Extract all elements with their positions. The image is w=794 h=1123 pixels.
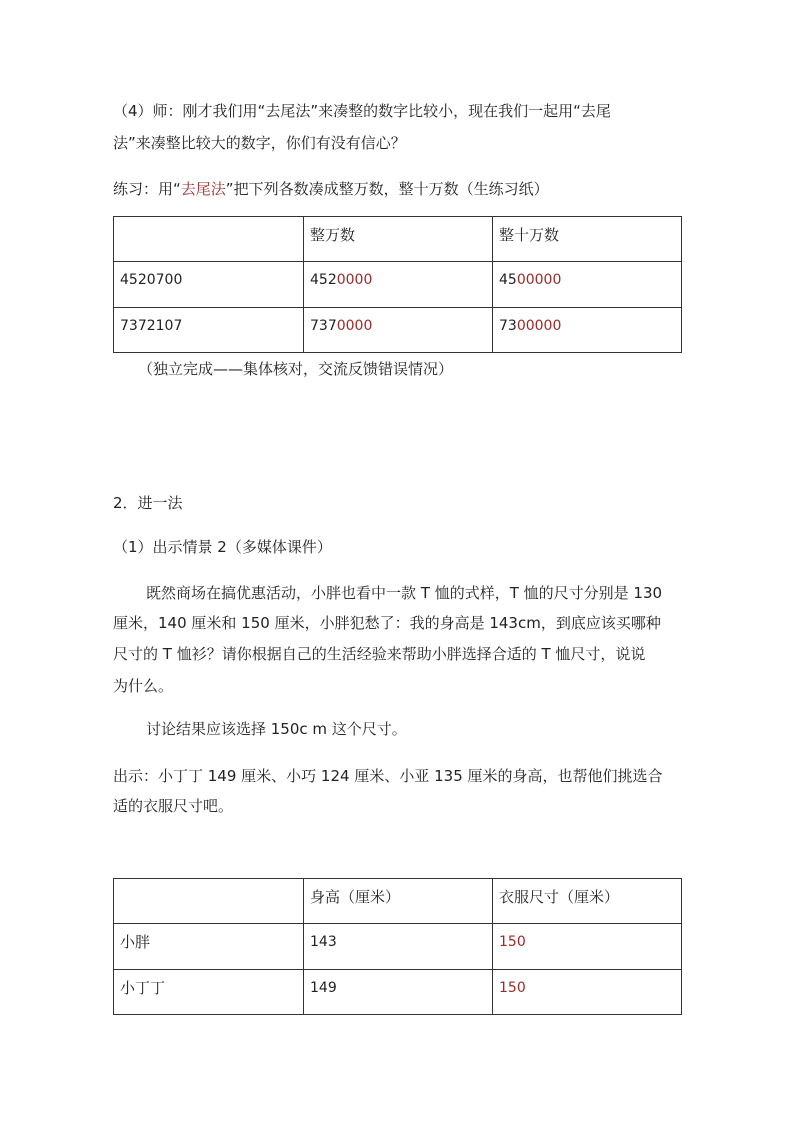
height-cell: 143: [304, 924, 493, 970]
table-row: [114, 262, 682, 308]
wan-kept-digits: 452: [310, 272, 337, 288]
show-line-1: 出示：小丁丁 149 厘米、小巧 124 厘米、小亚 135 厘米的身高，也帮他们挑选合: [113, 767, 663, 785]
shiwan-zero-digits: 00000: [516, 318, 562, 334]
section-2-subtitle: （1）出示情景 2（多媒体课件）: [113, 538, 332, 556]
number-cell: 4520700: [114, 262, 304, 308]
paragraph-line-1: 既然商场在搞优惠活动，小胖也看中一款 T 恤的式样，T 恤的尺寸分别是 130: [146, 584, 663, 602]
exercise-method-highlight: 去尾法: [180, 180, 226, 198]
height-cell: 149: [304, 970, 493, 1015]
table-header-cell: 整万数: [304, 217, 493, 262]
table-header-cell: [114, 879, 304, 924]
table-header-cell: 身高（厘米）: [304, 879, 493, 924]
paragraph-line-4: 为什么。: [113, 677, 174, 695]
wan-cell: [304, 308, 493, 353]
wan-kept-digits: 737: [310, 318, 337, 334]
table-row: [114, 970, 682, 1015]
size-cell: 150: [493, 970, 682, 1015]
exercise-prefix: 练习：用“: [113, 180, 181, 198]
name-cell: 小胖: [114, 924, 304, 970]
table-header-cell: [114, 217, 304, 262]
wan-zero-digits: 0000: [336, 272, 373, 288]
rounding-table: [113, 216, 682, 353]
table-header-cell: 衣服尺寸（厘米）: [493, 879, 682, 924]
paragraph-line-3: 尺寸的 T 恤衫？请你根据自己的生活经验来帮助小胖选择合适的 T 恤尺寸，说说: [113, 645, 646, 663]
size-table: [113, 878, 682, 1015]
shiwan-zero-digits: 00000: [516, 272, 562, 288]
table-header-row: [114, 879, 682, 924]
table-row: [114, 308, 682, 353]
number-cell: 7372107: [114, 308, 304, 353]
section-4-line-2: 法”来凑整比较大的数字，你们有没有信心？: [113, 134, 406, 152]
name-cell: 小丁丁: [114, 970, 304, 1015]
table-header-cell: 整十万数: [493, 217, 682, 262]
shiwan-kept-digits: 45: [499, 272, 517, 288]
exercise-instruction: [113, 179, 549, 199]
shiwan-cell: [493, 308, 682, 353]
discussion-result: 讨论结果应该选择 150c m 这个尺寸。: [146, 720, 407, 738]
note-independent-work: （独立完成——集体核对，交流反馈错误情况）: [138, 360, 454, 378]
size-cell: 150: [493, 924, 682, 970]
table-row: [114, 924, 682, 970]
wan-zero-digits: 0000: [336, 318, 373, 334]
paragraph-line-2: 厘米，140 厘米和 150 厘米，小胖犯愁了：我的身高是 143cm，到底应该买哪种: [113, 614, 661, 632]
show-line-2: 适的衣服尺寸吧。: [113, 797, 234, 815]
shiwan-cell: [493, 262, 682, 308]
section-4-line-1: （4）师：刚才我们用“去尾法”来凑整的数字比较小，现在我们一起用“去尾: [113, 102, 611, 120]
table-header-row: [114, 217, 682, 262]
wan-cell: [304, 262, 493, 308]
shiwan-kept-digits: 73: [499, 318, 517, 334]
section-2-title: 2．进一法: [113, 494, 183, 512]
exercise-suffix: ”把下列各数凑成整万数，整十万数（生练习纸）: [225, 180, 549, 198]
